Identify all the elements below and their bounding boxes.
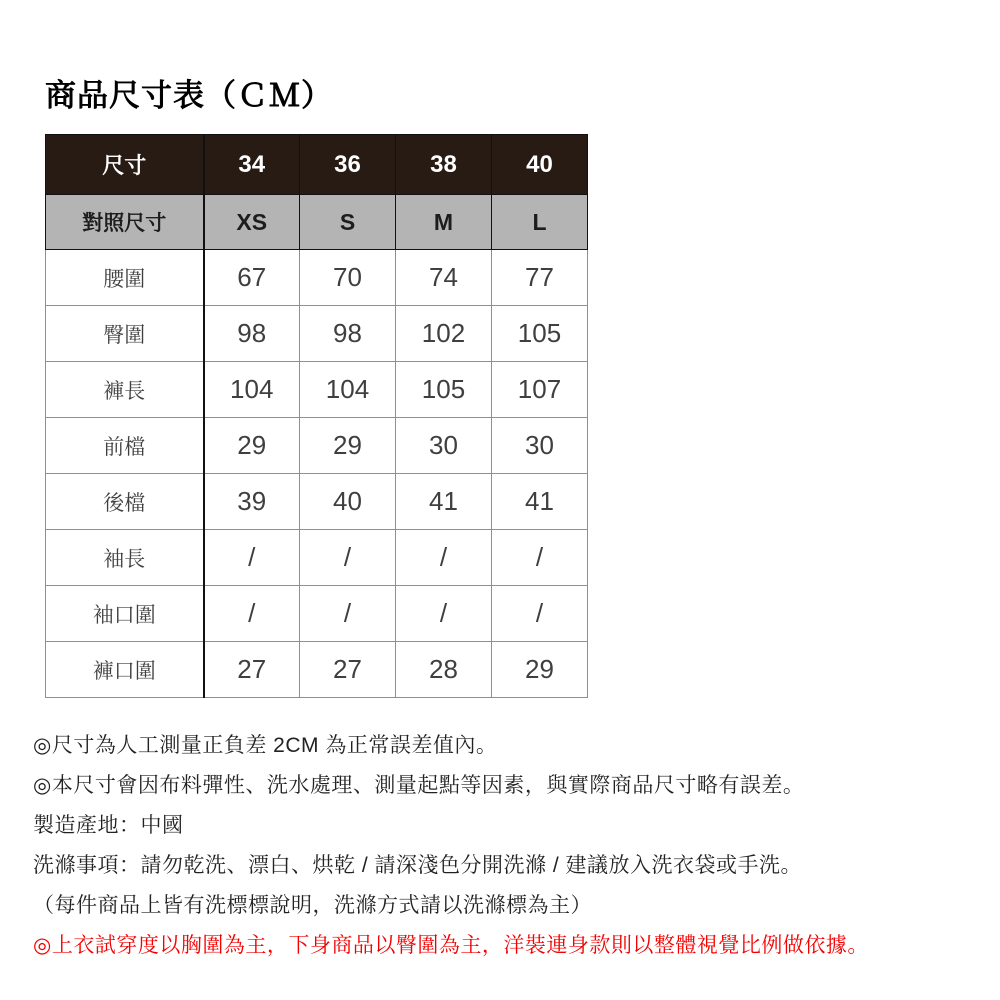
cell-value: 107 bbox=[492, 362, 588, 418]
cell-value: 27 bbox=[204, 642, 300, 698]
page-title: 商品尺寸表（ＣＭ） bbox=[45, 78, 333, 113]
cell-value: 104 bbox=[300, 362, 396, 418]
cell-value: / bbox=[396, 586, 492, 642]
compare-cell-xs: XS bbox=[204, 195, 300, 250]
row-label: 臀圍 bbox=[46, 306, 204, 362]
cell-value: 39 bbox=[204, 474, 300, 530]
row-label: 褲口圍 bbox=[46, 642, 204, 698]
row-label: 袖口圍 bbox=[46, 586, 204, 642]
header-cell-size-34: 34 bbox=[204, 135, 300, 195]
cell-value: / bbox=[300, 530, 396, 586]
note-measure-tolerance: ◎尺寸為人工測量正負差 2CM 為正常誤差值內。 bbox=[33, 734, 498, 757]
table-row-leg-opening bbox=[46, 642, 588, 698]
table-compare-row bbox=[46, 195, 588, 250]
cell-value: 98 bbox=[300, 306, 396, 362]
table-row-sleeve-length bbox=[46, 530, 588, 586]
table-row-waist bbox=[46, 250, 588, 306]
row-label: 腰圍 bbox=[46, 250, 204, 306]
cell-value: 105 bbox=[396, 362, 492, 418]
cell-value: 67 bbox=[204, 250, 300, 306]
compare-cell-m: M bbox=[396, 195, 492, 250]
row-label: 前檔 bbox=[46, 418, 204, 474]
compare-cell-s: S bbox=[300, 195, 396, 250]
table-row-hip bbox=[46, 306, 588, 362]
table-row-cuff bbox=[46, 586, 588, 642]
note-origin: 製造產地：中國 bbox=[33, 814, 184, 837]
cell-value: 74 bbox=[396, 250, 492, 306]
note-wash-label: （每件商品上皆有洗標標說明，洗滌方式請以洗滌標為主） bbox=[33, 894, 592, 917]
compare-cell-l: L bbox=[492, 195, 588, 250]
cell-value: 30 bbox=[396, 418, 492, 474]
cell-value: 29 bbox=[204, 418, 300, 474]
note-size-variance: ◎本尺寸會因布料彈性、洗水處理、測量起點等因素，與實際商品尺寸略有誤差。 bbox=[33, 774, 805, 797]
cell-value: 105 bbox=[492, 306, 588, 362]
cell-value: 30 bbox=[492, 418, 588, 474]
cell-value: 28 bbox=[396, 642, 492, 698]
cell-value: 41 bbox=[492, 474, 588, 530]
cell-value: 29 bbox=[492, 642, 588, 698]
cell-value: 40 bbox=[300, 474, 396, 530]
header-cell-size-38: 38 bbox=[396, 135, 492, 195]
cell-value: / bbox=[492, 586, 588, 642]
table-row-front-rise bbox=[46, 418, 588, 474]
size-table bbox=[45, 134, 588, 698]
cell-value: / bbox=[204, 586, 300, 642]
row-label: 褲長 bbox=[46, 362, 204, 418]
cell-value: / bbox=[492, 530, 588, 586]
cell-value: 98 bbox=[204, 306, 300, 362]
cell-value: / bbox=[300, 586, 396, 642]
table-row-pant-length bbox=[46, 362, 588, 418]
row-label: 後檔 bbox=[46, 474, 204, 530]
cell-value: / bbox=[396, 530, 492, 586]
header-cell-size-label: 尺寸 bbox=[46, 135, 204, 195]
compare-cell-label: 對照尺寸 bbox=[46, 195, 204, 250]
cell-value: 77 bbox=[492, 250, 588, 306]
cell-value: 41 bbox=[396, 474, 492, 530]
cell-value: 29 bbox=[300, 418, 396, 474]
notes-section bbox=[33, 724, 973, 964]
note-fit-guide: ◎上衣試穿度以胸圍為主，下身商品以臀圍為主，洋裝連身款則以整體視覺比例做依據。 bbox=[33, 934, 869, 957]
cell-value: 102 bbox=[396, 306, 492, 362]
header-cell-size-40: 40 bbox=[492, 135, 588, 195]
cell-value: 70 bbox=[300, 250, 396, 306]
table-header-row bbox=[46, 135, 588, 195]
cell-value: 27 bbox=[300, 642, 396, 698]
cell-value: / bbox=[204, 530, 300, 586]
row-label: 袖長 bbox=[46, 530, 204, 586]
table-row-back-rise bbox=[46, 474, 588, 530]
cell-value: 104 bbox=[204, 362, 300, 418]
note-washing: 洗滌事項：請勿乾洗、漂白、烘乾 / 請深淺色分開洗滌 / 建議放入洗衣袋或手洗。 bbox=[33, 854, 803, 877]
header-cell-size-36: 36 bbox=[300, 135, 396, 195]
